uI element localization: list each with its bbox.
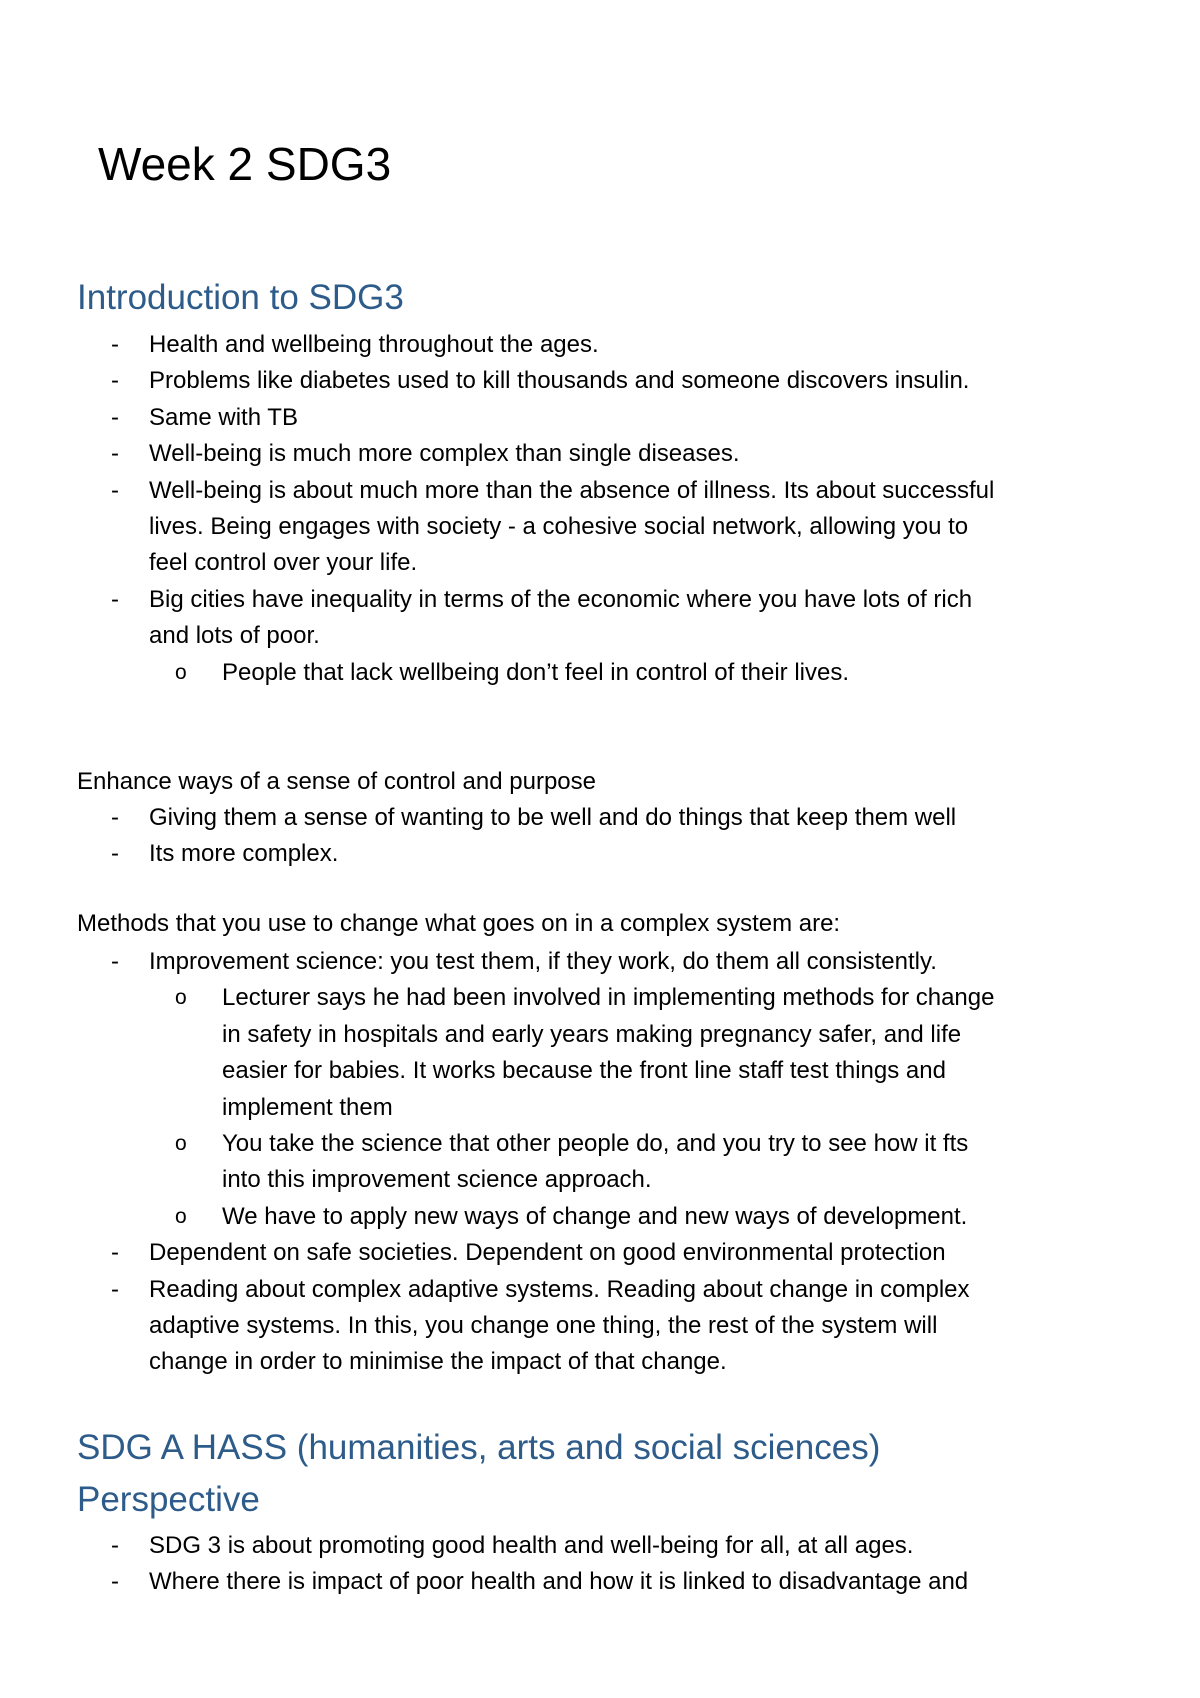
list-item-text: change in order to minimise the impact of that change. (149, 1348, 727, 1376)
hass-heading (77, 1422, 880, 1526)
document-title: Week 2 SDG3 (98, 138, 392, 190)
list-item-text: Its more complex. (149, 840, 339, 868)
sub-bullet-marker: o (175, 1204, 187, 1228)
sub-list-item (175, 980, 1149, 1126)
list-item-text: Well-being is about much more than the absence of illness. Its about successful (149, 476, 995, 504)
sub-list-item (175, 1199, 1149, 1235)
list-item (111, 436, 1149, 472)
list-item (111, 1564, 1149, 1600)
list-item-text: Problems like diabetes used to kill thousands and someone discovers insulin. (149, 367, 970, 395)
bullet-marker: - (111, 585, 119, 613)
methods-lead: Methods that you use to change what goes on in a complex system are: (77, 910, 841, 937)
sub-bullet-marker: o (175, 660, 187, 684)
bullet-marker: - (111, 476, 119, 504)
list-item (111, 944, 1149, 1235)
list-item-text: Dependent on safe societies. Dependent on good environmental protection (149, 1239, 946, 1267)
list-item-text: Where there is impact of poor health and how it is linked to disadvantage and (149, 1568, 969, 1596)
list-item (111, 363, 1149, 399)
list-item-text: Well-being is much more complex than single diseases. (149, 440, 740, 468)
bullet-marker: - (111, 840, 119, 868)
methods-list (111, 944, 1149, 1381)
intro-list (111, 327, 1149, 691)
list-item-text: SDG 3 is about promoting good health and well-being for all, at all ages. (149, 1532, 914, 1559)
bullet-marker: - (111, 804, 119, 831)
list-item-text: Big cities have inequality in terms of the economic where you have lots of rich (149, 585, 973, 613)
hass-heading-line: Perspective (77, 1480, 260, 1519)
list-item (111, 836, 1149, 872)
list-item (111, 1235, 1149, 1271)
enhance-lead: Enhance ways of a sense of control and purpose (77, 768, 596, 795)
list-item-text: into this improvement science approach. (222, 1166, 652, 1194)
bullet-marker: - (111, 331, 119, 358)
list-item-text: Reading about complex adaptive systems. Reading about change in complex (149, 1275, 970, 1303)
bullet-marker: - (111, 440, 119, 468)
list-item-text: People that lack wellbeing don’t feel in control of their lives. (222, 658, 850, 686)
list-item-text: You take the science that other people do, and you try to see how it fts (222, 1130, 969, 1158)
list-item (111, 1528, 1149, 1564)
bullet-marker: - (111, 1532, 119, 1559)
list-item (111, 1272, 1149, 1381)
list-item-text: Improvement science: you test them, if they work, do them all consistently. (149, 948, 937, 975)
list-item-text: Health and wellbeing throughout the ages. (149, 331, 599, 358)
list-item-text: Same with TB (149, 403, 298, 431)
bullet-marker: - (111, 1568, 119, 1596)
bullet-marker: - (111, 367, 119, 395)
list-item-text: implement them (222, 1093, 393, 1121)
bullet-marker: - (111, 403, 119, 431)
list-item (111, 582, 1149, 691)
sub-list (149, 980, 1149, 1235)
list-item-text: easier for babies. It works because the front line staff test things and (222, 1057, 946, 1085)
list-item-text: Lecturer says he had been involved in implementing methods for change (222, 984, 995, 1012)
list-item-text: lives. Being engages with society - a cohesive social network, allowing you to (149, 513, 969, 541)
hass-list (111, 1528, 1149, 1601)
list-item (111, 800, 1149, 836)
bullet-marker: - (111, 1275, 119, 1303)
sub-list-item (175, 655, 1149, 691)
list-item-text: adaptive systems. In this, you change one thing, the rest of the system will (149, 1312, 938, 1340)
list-item (111, 327, 1149, 363)
sub-list-item (175, 1126, 1149, 1199)
sub-list (149, 655, 1149, 691)
list-item (111, 400, 1149, 436)
enhance-list (111, 800, 1149, 873)
sub-bullet-marker: o (175, 986, 187, 1010)
bullet-marker: - (111, 948, 119, 975)
list-item (111, 473, 1149, 582)
hass-heading-line: SDG A HASS (humanities, arts and social sciences) (77, 1428, 881, 1467)
sub-bullet-marker: o (175, 1132, 187, 1156)
list-item-text: in safety in hospitals and early years making pregnancy safer, and life (222, 1020, 962, 1048)
list-item-text: Giving them a sense of wanting to be well and do things that keep them well (149, 804, 957, 831)
list-item-text: feel control over your life. (149, 549, 418, 577)
bullet-marker: - (111, 1239, 119, 1267)
intro-heading: Introduction to SDG3 (77, 278, 404, 317)
list-item-text: We have to apply new ways of change and new ways of development. (222, 1202, 968, 1230)
list-item-text: and lots of poor. (149, 622, 320, 650)
